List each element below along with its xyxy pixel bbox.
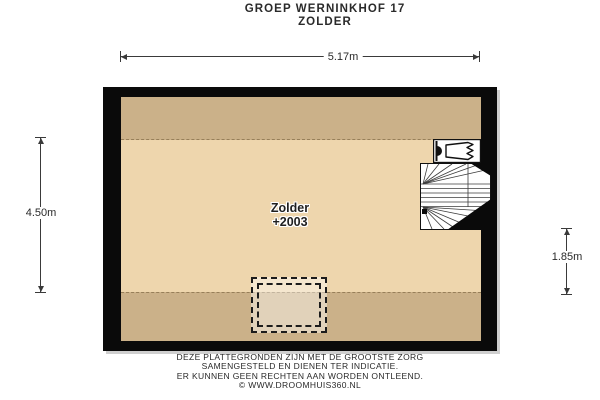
disclaimer-line-2: SAMENGESTELD EN DIENEN TER INDICATIE. [201, 361, 399, 372]
disclaimer [0, 353, 600, 391]
title-line-floor: ZOLDER [298, 16, 352, 28]
title-line-address: GROEP WERNINKHOF 17 [244, 3, 406, 15]
page-title [245, 3, 406, 29]
arrow-down-icon [564, 288, 570, 294]
disclaimer-line-1: DEZE PLATTEGRONDEN ZIJN MET DE GROOTSTE ZORG [176, 352, 424, 362]
arrow-up-icon [564, 229, 570, 235]
room-label [271, 201, 309, 229]
arrow-left-icon [121, 54, 127, 60]
sloped-roof-zone-top [121, 97, 481, 140]
room-name: Zolder [270, 201, 310, 215]
dimension-height-left-label: 4.50m [22, 207, 61, 219]
dimension-width-label: 5.17m [324, 51, 363, 63]
dimension-end-tick [479, 51, 480, 62]
dashed-roof-opening-inner [257, 283, 321, 327]
cv-boiler-icon [433, 139, 481, 163]
arrow-up-icon [38, 138, 44, 144]
dimension-height-left [25, 137, 57, 293]
room-elevation: +2003 [272, 215, 308, 229]
dimension-width [120, 51, 480, 62]
arrow-right-icon [473, 54, 479, 60]
dimension-end-tick [561, 294, 572, 295]
disclaimer-line-3: ER KUNNEN GEEN RECHTEN AAN WORDEN ONTLEEND. [176, 370, 424, 381]
winder-staircase [420, 163, 491, 230]
dimension-height-right-label: 1.85m [548, 251, 587, 263]
dashed-roof-opening [251, 277, 327, 333]
disclaimer-line-4: © WWW.DROOMHUIS360.NL [238, 380, 362, 391]
dimension-height-right [551, 228, 583, 295]
dimension-line [120, 56, 480, 57]
dimension-end-tick [35, 292, 46, 293]
arrow-down-icon [38, 286, 44, 292]
floorplan-attic [103, 87, 497, 351]
